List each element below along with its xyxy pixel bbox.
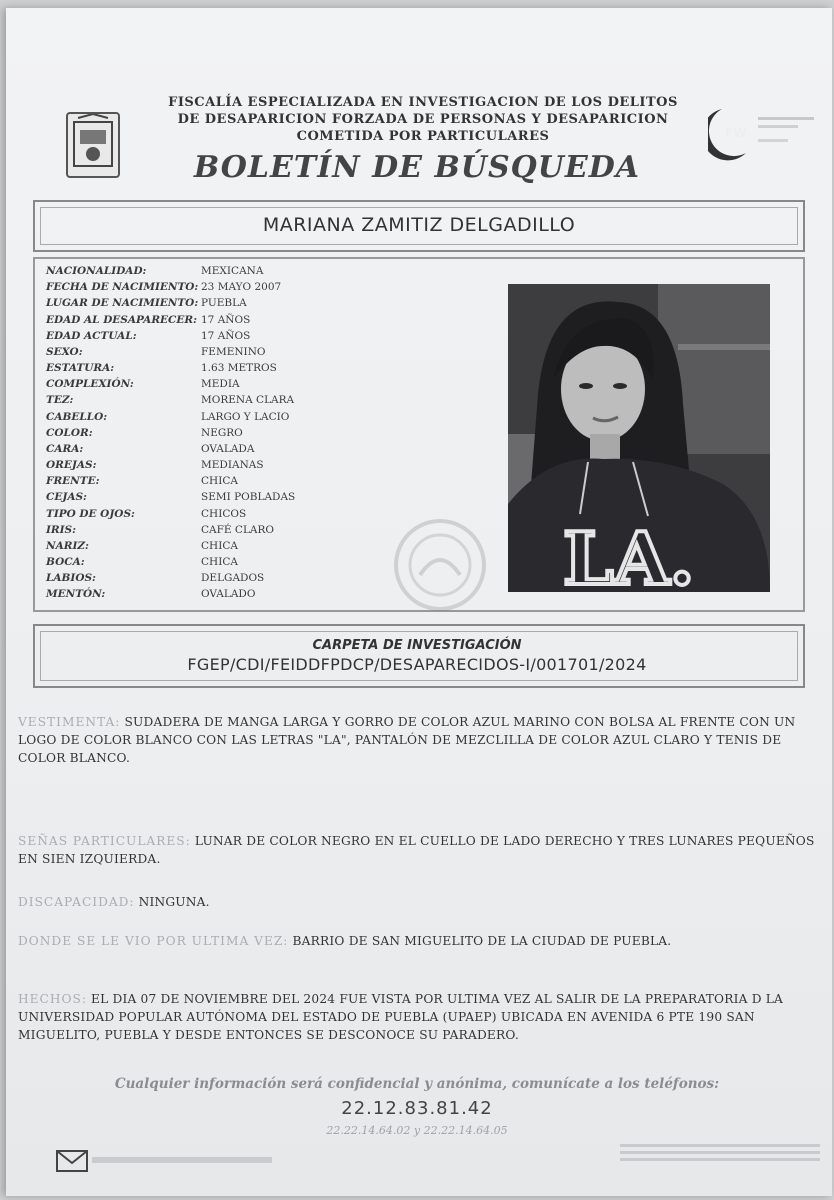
field-label: COLOR: bbox=[46, 427, 93, 439]
field-value: 23 MAYO 2007 bbox=[201, 281, 282, 293]
address-text-faint bbox=[620, 1140, 820, 1170]
carpeta-number: FGEP/CDI/FEIDDFPDCP/DESAPARECIDOS-I/001701/2024 bbox=[187, 655, 647, 674]
mail-icon bbox=[56, 1150, 88, 1172]
svg-text:FW: FW bbox=[725, 126, 747, 140]
field-value: CAFÉ CLARO bbox=[201, 524, 275, 536]
field-value: MEDIA bbox=[201, 378, 240, 390]
vestimenta-text: SUDADERA DE MANGA LARGA Y GORRO DE COLOR AZUL MARINO CON BOLSA AL FRENTE CON UN LOGO DE COLOR BLANCO CON LAS LETRAS "LA", PANTALÓN DE MEZCLILLA DE COLOR AZUL CLARO Y TENIS DE COLOR BLANCO. bbox=[18, 715, 796, 765]
field-label: CARA: bbox=[46, 443, 84, 455]
field-value: OVALADO bbox=[201, 588, 256, 600]
field-label: COMPLEXIÓN: bbox=[46, 378, 134, 390]
field-label: BOCA: bbox=[46, 556, 85, 568]
field-label: IRIS: bbox=[46, 524, 77, 536]
field-label: CEJAS: bbox=[46, 491, 87, 503]
watermark-seal bbox=[390, 505, 490, 625]
phone-secondary: 22.22.14.64.02 y 22.22.14.64.05 bbox=[326, 1124, 508, 1137]
field-label: LABIOS: bbox=[46, 572, 96, 584]
field-value: 17 AÑOS bbox=[201, 330, 251, 342]
person-name: MARIANA ZAMITIZ DELGADILLO bbox=[262, 214, 576, 236]
carpeta-label: CARPETA DE INVESTIGACIÓN bbox=[312, 638, 522, 653]
field-label: TIPO DE OJOS: bbox=[46, 508, 135, 520]
email-text-faint bbox=[92, 1157, 272, 1163]
field-label: CABELLO: bbox=[46, 411, 108, 423]
field-label: FECHA DE NACIMIENTO: bbox=[46, 281, 199, 293]
field-label: NARIZ: bbox=[46, 540, 89, 552]
vestimenta-label: VESTIMENTA: bbox=[18, 715, 121, 729]
header-line-1: FISCALÍA ESPECIALIZADA EN INVESTIGACION DE LOS DELITOS bbox=[168, 95, 678, 110]
field-value: LARGO Y LACIO bbox=[201, 411, 290, 423]
field-label: SEXO: bbox=[46, 346, 83, 358]
senas-text: LUNAR DE COLOR NEGRO EN EL CUELLO DE LADO DERECHO Y TRES LUNARES PEQUEÑOS EN SIEN IZQUIERDA. bbox=[18, 834, 815, 866]
field-value: MEDIANAS bbox=[201, 459, 264, 471]
senas-section bbox=[18, 832, 818, 868]
field-label: MENTÓN: bbox=[46, 588, 106, 600]
field-value: PUEBLA bbox=[201, 297, 247, 309]
bulletin-title: BOLETÍN DE BÚSQUEDA bbox=[193, 150, 641, 185]
field-value: 1.63 METROS bbox=[201, 362, 277, 374]
field-value: CHICOS bbox=[201, 508, 247, 520]
field-value: FEMENINO bbox=[201, 346, 266, 358]
field-label: ESTATURA: bbox=[46, 362, 115, 374]
field-value: NEGRO bbox=[201, 427, 243, 439]
field-label: NACIONALIDAD: bbox=[46, 265, 147, 277]
field-value: MEXICANA bbox=[201, 265, 264, 277]
field-value: CHICA bbox=[201, 540, 238, 552]
senas-label: SEÑAS PARTICULARES: bbox=[18, 834, 191, 848]
field-value: SEMI POBLADAS bbox=[201, 491, 296, 503]
field-label: EDAD ACTUAL: bbox=[46, 330, 137, 342]
discapacidad-text: NINGUNA. bbox=[138, 895, 210, 909]
field-value: MORENA CLARA bbox=[201, 394, 295, 406]
discapacidad-label: DISCAPACIDAD: bbox=[18, 895, 135, 909]
field-value: DELGADOS bbox=[201, 572, 265, 584]
ultima-vez-text: BARRIO DE SAN MIGUELITO DE LA CIUDAD DE PUEBLA. bbox=[292, 934, 672, 948]
field-label: TEZ: bbox=[46, 394, 74, 406]
header-line-3: COMETIDA POR PARTICULARES bbox=[296, 129, 550, 144]
ultima-vez-label: DONDE SE LE VIO POR ULTIMA VEZ: bbox=[18, 934, 289, 948]
phone-main: 22.12.83.81.42 bbox=[341, 1098, 493, 1119]
svg-text:LA.: LA. bbox=[563, 516, 695, 592]
name-box bbox=[33, 200, 805, 252]
field-label: EDAD AL DESAPARECER: bbox=[46, 314, 198, 326]
hechos-text: EL DIA 07 DE NOVIEMBRE DEL 2024 FUE VISTA POR ULTIMA VEZ AL SALIR DE LA PREPARATORIA D LA UNIVERSIDAD POPULAR AUTÓNOMA DEL ESTADO DE PUEBLA (UPAEP) UBICADA EN AVENIDA 6 PTE 190 SAN MIGUELITO, PUEBLA Y DESDE ENTONCES SE DESCONOCE SU PARADERO. bbox=[18, 992, 784, 1042]
header-line-2: DE DESAPARICION FORZADA DE PERSONAS Y DESAPARICION bbox=[177, 112, 669, 127]
hechos-label: HECHOS: bbox=[18, 992, 87, 1006]
vestimenta-section bbox=[18, 713, 818, 767]
hechos-section bbox=[18, 990, 818, 1044]
missing-person-photo bbox=[508, 284, 770, 592]
field-value: 17 AÑOS bbox=[201, 314, 251, 326]
field-label: FRENTE: bbox=[46, 475, 100, 487]
discapacidad-section bbox=[18, 893, 818, 911]
field-value: CHICA bbox=[201, 556, 238, 568]
field-value: OVALADA bbox=[201, 443, 255, 455]
field-value: CHICA bbox=[201, 475, 238, 487]
contact-notice: Cualquier información será confidencial y anónima, comunícate a los teléfonos: bbox=[114, 1076, 720, 1092]
ultima-vez-section bbox=[18, 932, 818, 950]
field-label: OREJAS: bbox=[46, 459, 97, 471]
field-label: LUGAR DE NACIMIENTO: bbox=[46, 297, 199, 309]
